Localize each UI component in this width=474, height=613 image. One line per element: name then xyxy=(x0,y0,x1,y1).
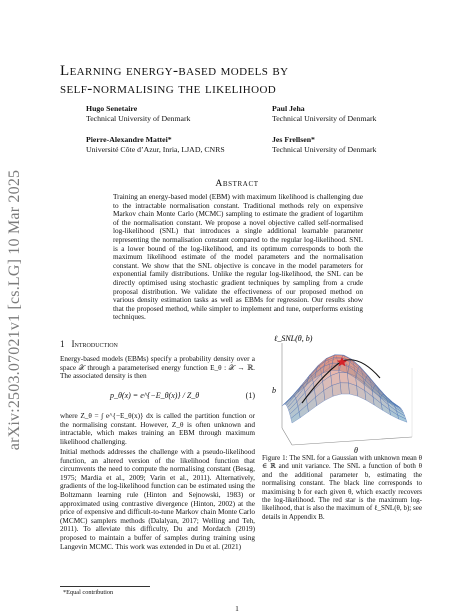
author-1: Hugo Senetaire Technical University of Denmark xyxy=(86,104,191,123)
arxiv-identifier: arXiv:2503.07021v1 [cs.LG] 10 Mar 2025 xyxy=(6,169,23,451)
b-axis-line xyxy=(282,428,292,445)
page-number: 1 xyxy=(235,604,239,613)
section-heading: 1 Introduction xyxy=(60,339,118,349)
b-axis-label: b xyxy=(272,386,276,395)
author-2: Paul Jeha Technical University of Denmark xyxy=(272,104,377,123)
surface-patch xyxy=(339,372,348,382)
surface-patch xyxy=(334,355,343,358)
abstract-text: Training an energy-based model (EBM) with maximum likelihood is challenging due to the intractable normalisation constant. Traditional methods rely on expensive Markov chain Monte Carlo (MCMC) sampling to estimate the gradient of logartihm of the normalisation constant. We propose a novel objective called self-normalised log-likelihood (SNL) that introduces a single additional learnable parameter representing the normalisation constant compared to the regular log-likelihood. SNL is a lower bound of the log-likelihood, and its optimum corresponds to both the maximum likelihood estimate of the model parameters and the normalisation constant. We show that the SNL objective is concave in the model parameters for exponential family distributions. Unlike the regular log-likelihood, the SNL can be directly optimised using stochastic gradient techniques by sampling from a crude proposal distribution. We validate the effectiveness of our proposed method on various density estimation tasks as well as EBMs for regression. Our results show that the proposed method, while simpler to implement and tune, outperforms existing techniques. xyxy=(113,193,363,322)
surface-patch xyxy=(340,383,349,394)
z-axis-label: ℓ_SNL(θ, b) xyxy=(274,334,313,343)
equation-body: p_θ(x) = e^{−E_θ(x)} / Z_θ xyxy=(110,391,200,400)
footnote: *Equal contribution xyxy=(63,589,114,596)
intro-paragraph-2: where Z_θ = ∫ e^{−E_θ(x)} dx is called the partition function or the normalising constant. However, Z_θ is often unknown and intractable, which makes training an EBM through maximum likelihood challenging. xyxy=(60,412,255,446)
intro-paragraph-3: Initial methods addresses the challenge with a pseudo-likelihood function, an altered version of the likelihood function that circumvents the need to compute the normalising constant (Besag, 1975; Mardia et al., 2009; Varin et al., 2011). Alternatively, gradients of the log-likelihood function can be estimated using the Boltzmann learning rule (Hinton and Sejnowski, 1983) or approximated using contrastive divergence (Hinton, 2002) at the price of expensive and difficult-to-tune Markov chain Monte Carlo (MCMC) samplers methods (Dalalyan, 2017; Welling and Teh, 2011). To alleviate this difficulty, Du and Mordatch (2019) proposed to maintain a buffer of samples during training using Langevin MCMC. This work was extended in Du et al. (2021) xyxy=(60,448,255,551)
theta-axis-line xyxy=(292,437,412,445)
figure-1 xyxy=(262,333,422,453)
paper-title: Learning energy-based models by self-normalising the likelihood xyxy=(60,63,289,97)
figure-caption: Figure 1: The SNL for a Gaussian with unknown mean θ ∈ ℝ and unit variance. The SNL a function of both θ and the additional parameter b, estimating the normalising constant. The black line corresponds to maximising b for each given θ, which exactly recovers the log-likelihood. The red star is the maximum log-likelihood, that is also the maximum of ℓ_SNL(θ, b); see details in Appendix B. xyxy=(262,454,422,521)
footnote-rule xyxy=(60,586,150,587)
author-3: Pierre-Alexandre Mattei* Université Côte d’Azur, Inria, LJAD, CNRS xyxy=(86,135,225,154)
theta-axis-label: θ xyxy=(354,446,358,453)
author-4: Jes Frellsen* Technical University of Denmark xyxy=(272,135,377,154)
equation-number: (1) xyxy=(245,391,255,400)
intro-paragraph-1: Energy-based models (EBMs) specify a probability density over a space 𝒳 through a parameterised energy function E_θ : 𝒳 → ℝ. The associated density is then xyxy=(60,355,255,381)
snl-surface-plot xyxy=(262,333,422,453)
equation-1 xyxy=(60,387,255,411)
abstract-heading: Abstract xyxy=(215,178,259,189)
